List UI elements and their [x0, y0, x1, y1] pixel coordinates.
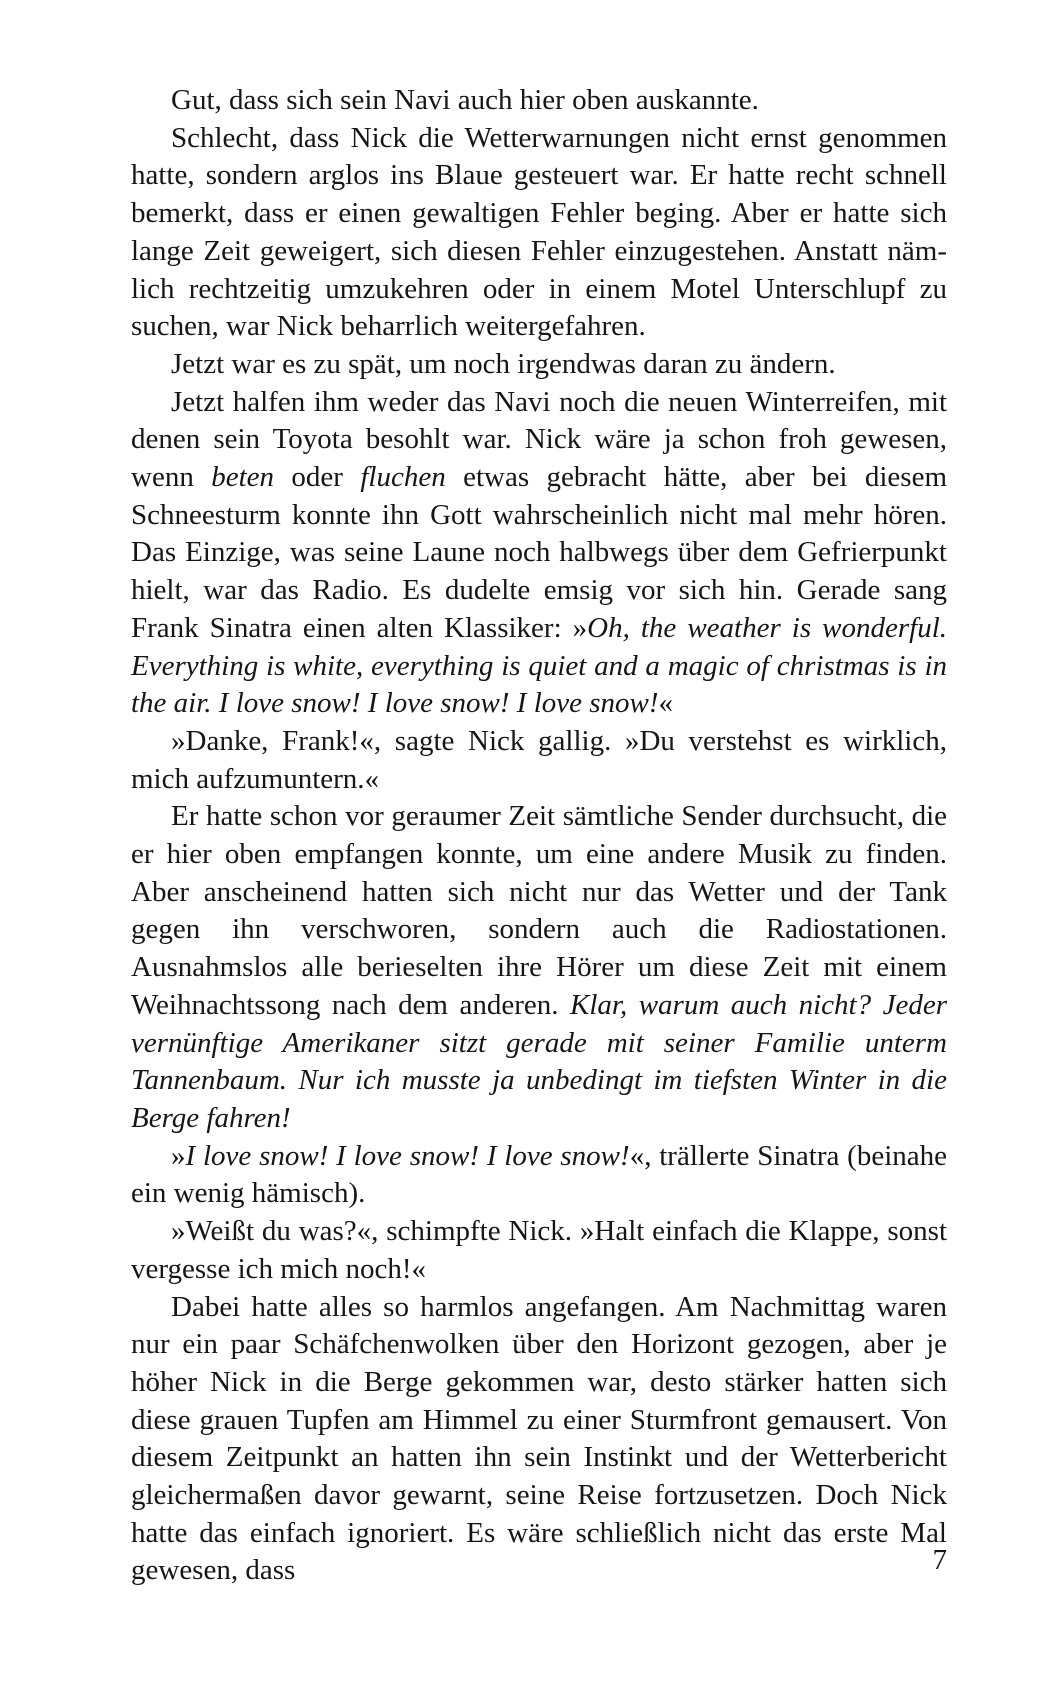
- text-run: «: [658, 687, 674, 720]
- text-run: Gut, dass sich sein Navi auch hier oben auskannte.: [171, 84, 759, 116]
- text-run: »: [171, 1139, 186, 1172]
- italic-text: beten: [211, 461, 275, 494]
- text-run: Er hatte schon vor geraumer Zeit sämtliche Sender durchsucht, die er hier oben empfangen konnte, um eine andere Musik zu finden. Aber anscheinend hatten sich nicht nur das Wetter und der Tank gegen ihn verschworen, sondern auch die Radiostationen. Ausnahmslos alle berieselten ihre Hörer um diese Zeit mit einem Weihnachtssong nach dem anderen.: [131, 800, 947, 1021]
- italic-text: Oh, the weather is wonderful. Everything is white, everything is quiet and a magic of christmas is in the air. I love snow! I love snow! I love snow!: [131, 611, 947, 720]
- italic-text: I love snow! I love snow! I love snow!: [185, 1139, 630, 1172]
- text-run: «, trällerte Sinatra (beinahe ein wenig hämisch).: [131, 1139, 947, 1210]
- italic-text: fluchen: [360, 461, 446, 494]
- paragraph: [131, 346, 947, 384]
- paragraph: [131, 120, 947, 346]
- body-text: [131, 82, 947, 1590]
- text-run: Dabei hatte alles so harmlos angefangen. Am Nachmittag waren nur ein paar Schäfchenwolken über den Horizont gezogen, aber je höher Nick in die Berge gekommen war, desto stärker hatten sich diese grauen Tupfen am Himmel zu einer Sturmfront gemausert. Von diesem Zeitpunkt an hatten ihn sein Instinkt und der Wetterbericht gleichermaßen davor gewarnt, seine Reise fortzusetzen. Doch Nick hatte das einfach ignoriert. Es wäre schließlich nicht das erste Mal gewesen, dass: [131, 1290, 947, 1587]
- italic-text: Klar, warum auch nicht? Jeder vernünftige Amerikaner sitzt gerade mit seiner Familie unterm Tannenbaum. Nur ich musste ja unbedingt im tiefsten Winter in die Berge fahren!: [131, 988, 947, 1134]
- paragraph: [131, 1138, 947, 1213]
- paragraph: [131, 384, 947, 723]
- text-run: etwas gebracht hätte, aber bei diesem Schneesturm konnte ihn Gott wahrscheinlich nicht mal mehr hören. Das Einzige, was seine Laune noch halbwegs über dem Gefrierpunkt hielt, war das Radio. Es dudelte emsig vor sich hin. Gerade sang Frank Sinatra einen alten Klassiker: »: [131, 461, 948, 644]
- paragraph: [131, 798, 947, 1137]
- paragraph: [131, 1213, 947, 1288]
- text-run: »Weißt du was?«, schimpfte Nick. »Halt einfach die Klappe, sonst vergesse ich mich noch!«: [131, 1215, 947, 1285]
- paragraph: [131, 82, 947, 120]
- text-run: Jetzt war es zu spät, um noch irgendwas daran zu ändern.: [171, 347, 836, 380]
- text-run: »Danke, Frank!«, sagte Nick gallig. »Du verstehst es wirklich, mich aufzumuntern.«: [131, 724, 947, 795]
- text-run: Jetzt halfen ihm weder das Navi noch die neuen Winterreifen, mit denen sein Toyota besohlt war. Nick wäre ja schon froh gewesen, wenn: [131, 385, 947, 494]
- text-run: oder: [274, 461, 361, 494]
- text-run: Schlecht, dass Nick die Wetterwarnungen nicht ernst genommen hatte, sondern arglos ins Blaue gesteuert war. Er hatte recht schnell bemerkt, dass er einen gewaltigen Fehler beging. Aber er hatte sich lange Zeit geweigert, sich diesen Fehler einzugestehen. Anstatt nämlich rechtzeitig umzukehren oder in einem Motel Unterschlupf zu suchen, war Nick beharrlich weitergefahren.: [131, 121, 947, 343]
- paragraph: [131, 1289, 947, 1591]
- paragraph: [131, 723, 947, 798]
- page-number: 7: [932, 1544, 947, 1576]
